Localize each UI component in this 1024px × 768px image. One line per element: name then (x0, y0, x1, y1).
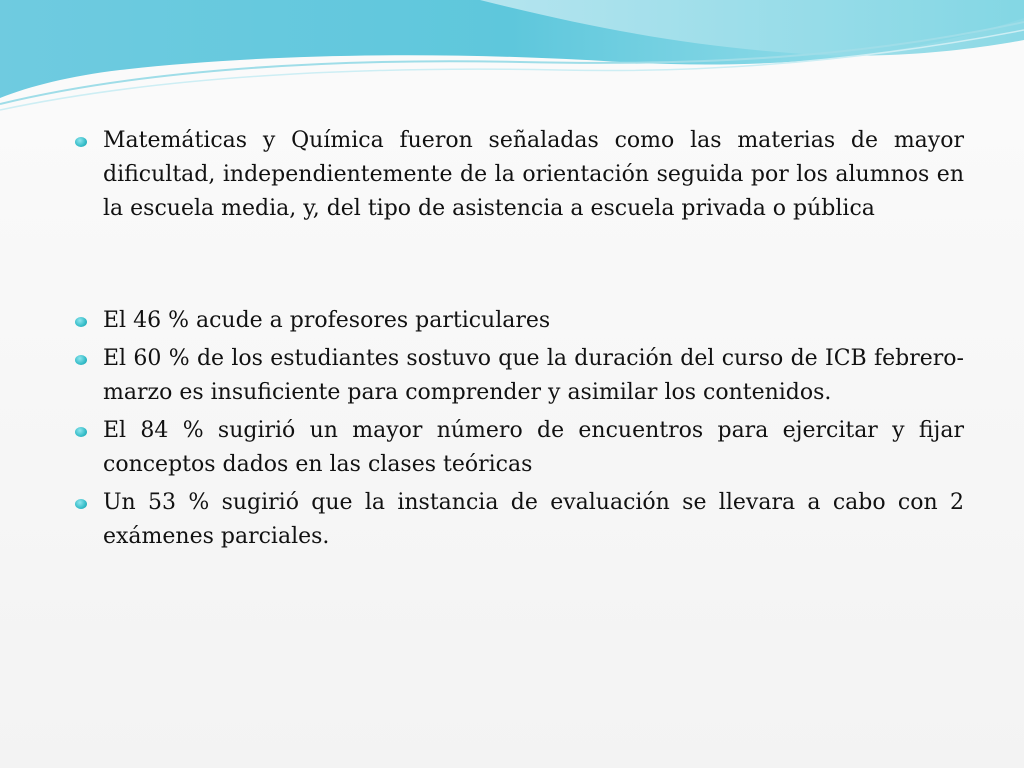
bullet-text: Un 53 % sugirió que la instancia de evaluación se llevara a cabo con 2 exámenes parciales. (103, 490, 964, 549)
bullet-dot-icon (75, 499, 87, 509)
bullet-dot-icon (75, 355, 87, 365)
bullet-text: El 84 % sugirió un mayor número de encuentros para ejercitar y fijar conceptos dados en las clases teóricas (103, 418, 964, 477)
bullet-text: El 60 % de los estudiantes sostuvo que la duración del curso de ICB febrero-marzo es insuficiente para comprender y asimilar los contenidos. (103, 346, 964, 405)
bullet-dot-icon (75, 137, 87, 147)
bullet-dot-icon (75, 427, 87, 437)
bullet-list (70, 124, 964, 554)
bullet-text: Matemáticas y Química fueron señaladas como las materias de mayor dificultad, independientemente de la orientación seguida por los alumnos en la escuela media, y, del tipo de asistencia a escuela privada o pública (103, 128, 964, 221)
header-wave-decoration (0, 0, 1024, 120)
bullet-item (70, 486, 964, 554)
bullet-item (70, 414, 964, 482)
content-area (70, 124, 964, 558)
bullet-dot-icon (75, 317, 87, 327)
bullet-item (70, 124, 964, 226)
bullet-item (70, 304, 964, 338)
bullet-text: El 46 % acude a profesores particulares (103, 308, 551, 333)
bullet-item (70, 342, 964, 410)
